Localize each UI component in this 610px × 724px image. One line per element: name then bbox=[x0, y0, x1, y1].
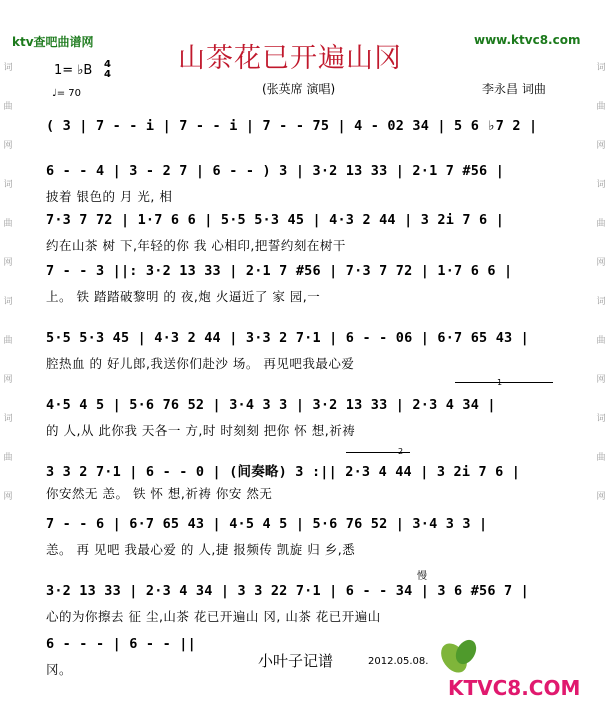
time-signature-top: 4 bbox=[104, 59, 111, 70]
watermark-glyph: 词 bbox=[3, 63, 13, 73]
watermark-glyph: 网 bbox=[3, 375, 13, 385]
notation-line: 7·3 7 72 | 1·7 6 6 | 5·5 5·3 45 | 4·3 2 44 | 3 2i 7 6 | bbox=[46, 212, 505, 228]
watermark-glyph: 曲 bbox=[596, 102, 606, 112]
time-signature bbox=[104, 60, 111, 80]
leaf-logo-icon bbox=[440, 636, 480, 680]
tempo-marking: ♩= 70 bbox=[52, 88, 81, 99]
watermark-glyph: 曲 bbox=[3, 336, 13, 346]
watermark-glyph: 词 bbox=[596, 297, 606, 307]
watermark-glyph: 网 bbox=[596, 492, 606, 502]
site-left-label: ktv查吧曲谱网 bbox=[12, 35, 94, 49]
notation-line: ( 3 | 7 - - i | 7 - - i | 7 - - 75 | 4 - 02 34 | 5 6 ♭7 2 | bbox=[46, 118, 538, 134]
watermark-glyph: 网 bbox=[596, 375, 606, 385]
watermark-glyph: 曲 bbox=[3, 219, 13, 229]
side-watermark-left bbox=[1, 62, 15, 530]
lyric-line: 约在山茶 树 下,年轻的你 我 心相印,把誓约刻在树干 bbox=[46, 238, 346, 253]
notation-line: 3·2 13 33 | 2·3 4 34 | 3 3 22 7·1 | 6 - - 34 | 3 6 #56 7 | bbox=[46, 583, 530, 599]
watermark-glyph: 曲 bbox=[596, 219, 606, 229]
watermark-glyph: 网 bbox=[596, 258, 606, 268]
watermark-glyph: 曲 bbox=[3, 453, 13, 463]
lyric-line: 心的为你擦去 征 尘,山茶 花已开遍山 冈, 山茶 花已开遍山 bbox=[46, 609, 381, 624]
watermark-glyph: 曲 bbox=[3, 102, 13, 112]
watermark-glyph: 词 bbox=[3, 414, 13, 424]
notation-line: 5·5 5·3 45 | 4·3 2 44 | 3·3 2 7·1 | 6 - - 06 | 6·7 65 43 | bbox=[46, 330, 530, 346]
key-signature: 1= ♭B bbox=[54, 63, 93, 78]
composer-credit: 李永昌 词曲 bbox=[482, 82, 546, 96]
side-watermark-right bbox=[594, 62, 608, 530]
volta-2-marker: 2 bbox=[398, 447, 404, 456]
watermark-glyph: 曲 bbox=[596, 453, 606, 463]
watermark-glyph: 词 bbox=[596, 63, 606, 73]
lyric-line: 的 人,从 此你我 天各一 方,时 时刻刻 把你 怀 想,祈祷 bbox=[46, 423, 356, 438]
watermark-glyph: 词 bbox=[596, 414, 606, 424]
site-logo: KTVC8.COM bbox=[448, 676, 581, 700]
watermark-glyph: 词 bbox=[596, 180, 606, 190]
notation-line: 6 - - 4 | 3 - 2 7 | 6 - - ) 3 | 3·2 13 33 | 2·1 7 #56 | bbox=[46, 163, 505, 179]
notation-line: 3 3 2 7·1 | 6 - - 0 | (间奏略) 3 :|| 2·3 4 44 | 3 2i 7 6 | bbox=[46, 464, 521, 480]
notation-line: 6 - - - | 6 - - || bbox=[46, 636, 196, 652]
lyric-line: 冈。 bbox=[46, 662, 73, 677]
watermark-glyph: 曲 bbox=[596, 336, 606, 346]
notation-line: 4·5 4 5 | 5·6 76 52 | 3·4 3 3 | 3·2 13 33 | 2·3 4 34 | bbox=[46, 397, 496, 413]
time-signature-bottom: 4 bbox=[104, 69, 111, 80]
volta-2-line bbox=[346, 452, 410, 459]
song-title: 山茶花已开遍山冈 bbox=[178, 43, 402, 74]
lyric-line: 恙。 再 见吧 我最心爱 的 人,捷 报频传 凯旋 归 乡,悉 bbox=[46, 542, 356, 557]
transcriber-signature: 小叶子记谱 bbox=[258, 652, 334, 670]
lyric-line: 上。 铁 踏踏破黎明 的 夜,炮 火逼近了 家 园,一 bbox=[46, 289, 321, 304]
watermark-glyph: 词 bbox=[3, 180, 13, 190]
watermark-glyph: 词 bbox=[3, 297, 13, 307]
notation-line: 7 - - 6 | 6·7 65 43 | 4·5 4 5 | 5·6 76 52 | 3·4 3 3 | bbox=[46, 516, 488, 532]
watermark-glyph: 网 bbox=[3, 492, 13, 502]
watermark-glyph: 网 bbox=[3, 141, 13, 151]
transcription-date: 2012.05.08. bbox=[368, 656, 429, 667]
singer-credit: (张英席 演唱) bbox=[262, 82, 336, 96]
lyric-line: 你安然无 恙。 铁 怀 想,祈祷 你安 然无 bbox=[46, 486, 273, 501]
volta-1-marker: 1 bbox=[497, 378, 503, 387]
lyric-line: 腔热血 的 好儿郎,我送你们赴沙 场。 再见吧我最心爱 bbox=[46, 356, 355, 371]
slow-annotation: 慢 bbox=[417, 571, 427, 582]
notation-line: 7 - - 3 ||: 3·2 13 33 | 2·1 7 #56 | 7·3 7 72 | 1·7 6 6 | bbox=[46, 263, 513, 279]
watermark-glyph: 网 bbox=[3, 258, 13, 268]
volta-1-line bbox=[455, 382, 553, 389]
lyric-line: 披着 银色的 月 光, 相 bbox=[46, 189, 173, 204]
watermark-glyph: 网 bbox=[596, 141, 606, 151]
site-right-label: www.ktvc8.com bbox=[474, 33, 581, 47]
